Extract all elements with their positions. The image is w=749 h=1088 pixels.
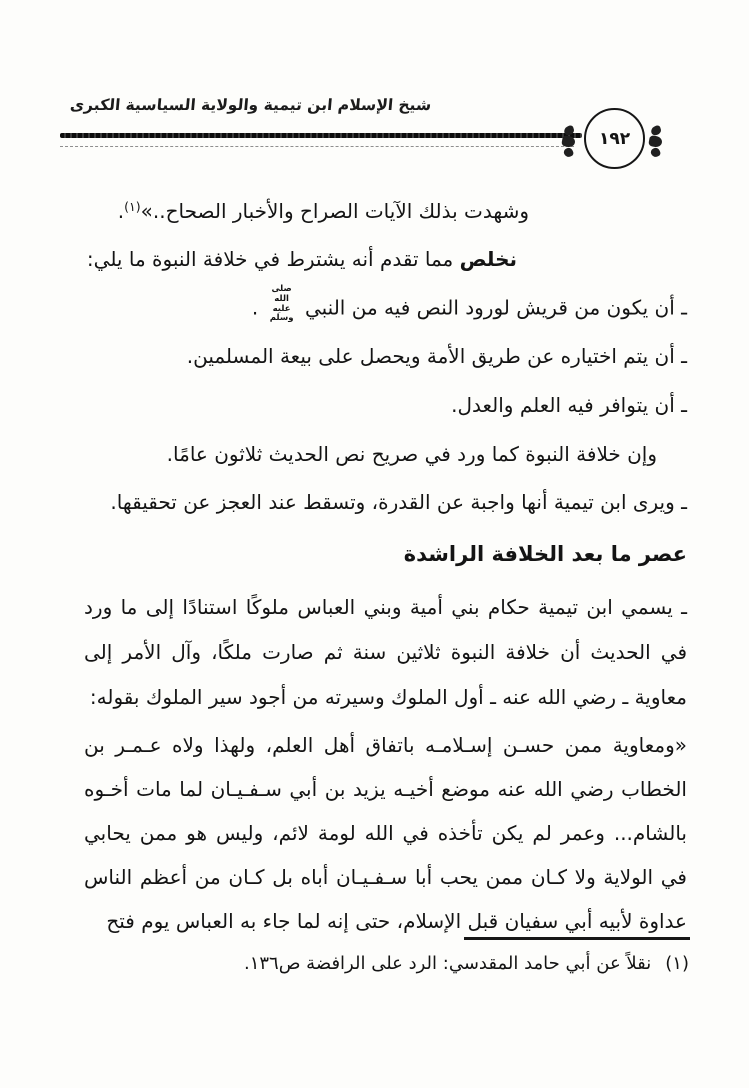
list-item-condition (84, 285, 687, 330)
summary-lead-rest: مما تقدم أنه يشترط في خلافة النبوة ما يلي: (86, 247, 460, 271)
list-item-condition (84, 334, 687, 379)
ibn-taymiyyah-view-text: ـ ويرى ابن تيمية أنها واجبة عن القدرة، وتسقط عند العجز عن تحقيقها. (110, 490, 687, 515)
header-rule-dashed (60, 146, 574, 147)
list-item-condition (84, 383, 687, 428)
sallallahu-alayhi-wasallam-emblem: صلى الله عليه وسلم (269, 284, 294, 324)
quote-end-period: . (117, 199, 125, 223)
condition-text: ـ أن يتوافر فيه العلم والعدل. (451, 393, 687, 418)
section-heading: عصر ما بعد الخلافة الراشدة (403, 542, 687, 567)
paragraph-ibn-taymiyyah-view (84, 480, 687, 525)
footnote-text: نقلاً عن أبي حامد المقدسي: الرد على الرافضة ص١٣٦. (243, 953, 652, 974)
footnote-marker: (١) (665, 953, 689, 974)
page-number-badge (584, 108, 645, 169)
running-head-title: شيخ الإسلام ابن تيمية والولاية السياسية الكبرى (69, 96, 433, 114)
hadith-note-text: وإن خلافة النبوة كما ورد في صريح نص الحديث ثلاثون عامًا. (166, 442, 657, 467)
paragraph-quote-end (84, 184, 687, 234)
condition-period: . (251, 295, 265, 320)
summary-lead-bold-word: نخلص (459, 247, 517, 271)
footnote (140, 948, 689, 980)
floral-ornament-icon (560, 126, 576, 168)
header-rule-thick (60, 133, 582, 138)
condition-text: ـ أن يكون من قريش لورود النص فيه من النبي (298, 295, 687, 320)
paragraph-kings (84, 585, 687, 720)
paragraph-summary-lead (84, 237, 687, 282)
body-text (0, 184, 749, 946)
condition-text: ـ أن يتم اختياره عن طريق الأمة ويحصل على بيعة المسلمين. (186, 344, 687, 369)
floral-ornament-icon (647, 126, 663, 168)
footnote-separator (464, 937, 690, 940)
paragraph-hadith-note (84, 432, 687, 477)
kings-paragraph-text: ـ يسمي ابن تيمية حكام بني أمية وبني العباس ملوكًا استنادًا إلى ما ورد في الحديث أن خلافة النبوة ثلاثين سنة ثم صارت ملكًا، وآل الأمر إلى معاوية ـ رضي الله عنه ـ أول الملوك وسيرته من أجود سير الملوك بقوله: (84, 595, 687, 710)
quote-end-text: وشهدت بذلك الآيات الصراح والأخبار الصحاح..» (140, 199, 529, 223)
paragraph-muawiyah-quote (84, 723, 687, 943)
muawiyah-quote-text: «ومعاوية ممن حسـن إسـلامـه باتفاق أهل العلم، ولهذا ولاه عـمـر بن الخطاب رضي الله عنه موضع أخيـه يزيد بن أبي سـفـيـان لما مات أخـوه بالشام... وعمر لم يكن تأخذه في الله لومة لائم، وليس هو ممن يحابي في الولاية ولا كـان ممن يحب أبا سـفـيـان أباه بل كـان من أعظم الناس عداوة لأبيه أبي سفيان قبل الإسلام، حتى إنه لما جاء به العباس يوم فتح (84, 733, 687, 934)
footnote-reference: (١) (124, 199, 141, 214)
page-number: ١٩٢ (598, 128, 631, 149)
